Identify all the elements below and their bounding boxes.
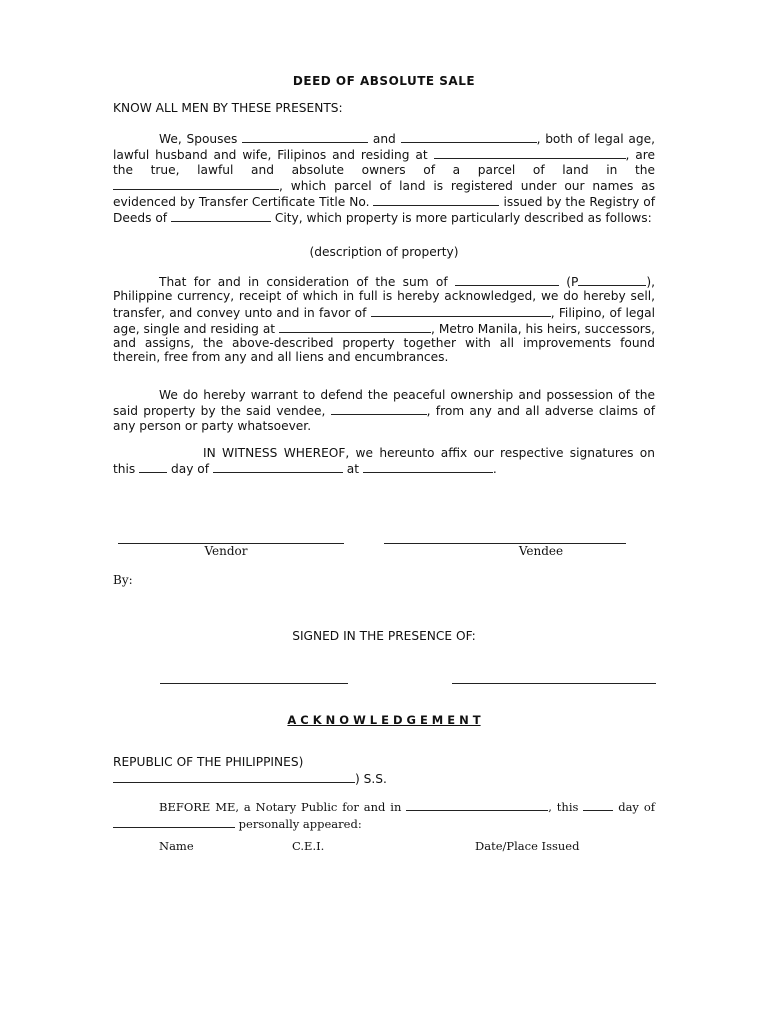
registry-city-field[interactable]	[171, 209, 271, 222]
before-me-day: day	[618, 800, 639, 814]
paragraph-warranty	[113, 388, 655, 433]
description-of-property: (description of property)	[309, 245, 459, 259]
residence-field[interactable]	[434, 146, 626, 159]
spouse-name-1-field[interactable]	[242, 130, 368, 143]
before-me-text: BEFORE ME, a Notary Public for and in	[159, 800, 402, 814]
know-all-men: KNOW ALL MEN BY THESE PRESENTS:	[113, 101, 343, 115]
header-name: Name	[159, 839, 194, 853]
ss-line	[113, 770, 387, 786]
witness-2-signature-line[interactable]	[452, 683, 656, 684]
p3-from: , from any and all adverse claims of any person or party whatsoever.	[113, 404, 655, 433]
p2-filipino: , Filipino, of legal age, single and residing at	[113, 305, 655, 336]
before-me-appeared: personally appeared:	[238, 816, 362, 831]
vendee-name-field[interactable]	[371, 304, 551, 317]
p1-are-owners: , are the true, lawful and absolute owners of a parcel of land in the	[113, 148, 655, 177]
p4-end: .	[492, 462, 497, 477]
p2-peso-open: (P	[566, 275, 579, 289]
notary-month-field[interactable]	[113, 815, 235, 828]
land-location-field[interactable]	[113, 177, 279, 190]
tct-number-field[interactable]	[373, 193, 499, 206]
p2-that-for: That for and in consideration of the sum of	[159, 275, 448, 289]
sum-amount-field[interactable]	[578, 273, 646, 286]
before-me-of: of	[643, 800, 655, 814]
vendor-label: Vendor	[204, 544, 248, 558]
before-me-paragraph	[113, 798, 655, 831]
p1-we-spouses: We, Spouses	[159, 132, 238, 146]
p1-and: and	[372, 132, 396, 146]
before-me-this: , this	[548, 800, 579, 814]
republic-line: REPUBLIC OF THE PHILIPPINES)	[113, 755, 304, 769]
month-year-field[interactable]	[213, 460, 343, 473]
spouse-name-2-field[interactable]	[401, 130, 537, 143]
header-cei: C.E.I.	[292, 839, 325, 853]
vendee-residence-field[interactable]	[279, 320, 431, 333]
p4-witness: IN WITNESS WHEREOF, we hereunto affix our respective signatures on this	[113, 446, 655, 477]
p1-both-of: , both of legal age, lawful husband and wife, Filipinos and residing at	[113, 132, 655, 163]
p2-currency: ), Philippine currency, receipt of which in full is hereby acknowledged, we do hereby sell, transfer, and convey unto and in favor of	[113, 275, 656, 320]
by-label: By:	[113, 573, 133, 587]
p1-city: City, which property is more particularly described as follows:	[274, 211, 652, 226]
header-date-place-issued: Date/Place Issued	[475, 839, 580, 853]
venue-field[interactable]	[113, 770, 355, 783]
p1-which-parcel: , which parcel of land is registered under our names as evidenced by Transfer Certificate Title No.	[113, 178, 655, 210]
p1-issued-by: issued by the Registry of Deeds of	[113, 195, 655, 226]
place-field[interactable]	[363, 460, 493, 473]
day-field[interactable]	[139, 460, 167, 473]
sum-words-field[interactable]	[455, 273, 559, 286]
vendee-label: Vendee	[518, 544, 564, 558]
notary-day-field[interactable]	[583, 798, 613, 811]
signed-in-presence: SIGNED IN THE PRESENCE OF:	[292, 629, 476, 643]
p3-warrant: We do hereby warrant to defend the peaceful ownership and possession of the said property by the said vendee,	[113, 388, 655, 419]
p2-metro: , Metro Manila, his heirs, successors, and assigns, the above-described property together with all improvements found therein, free from any and all liens and encumbrances.	[113, 321, 656, 365]
paragraph-owners	[113, 130, 655, 226]
paragraph-consideration	[113, 273, 655, 365]
document-title: DEED OF ABSOLUTE SALE	[292, 74, 476, 88]
p4-day-of: day of	[171, 462, 210, 477]
acknowledgement-title: A C K N O W L E D G E M E N T	[287, 713, 481, 727]
p4-at: at	[346, 462, 360, 477]
witness-1-signature-line[interactable]	[160, 683, 348, 684]
paragraph-witness	[113, 446, 655, 477]
notary-place-field[interactable]	[406, 798, 548, 811]
vendee-warranty-field[interactable]	[331, 402, 427, 415]
ss-label: ) S.S.	[355, 772, 387, 786]
